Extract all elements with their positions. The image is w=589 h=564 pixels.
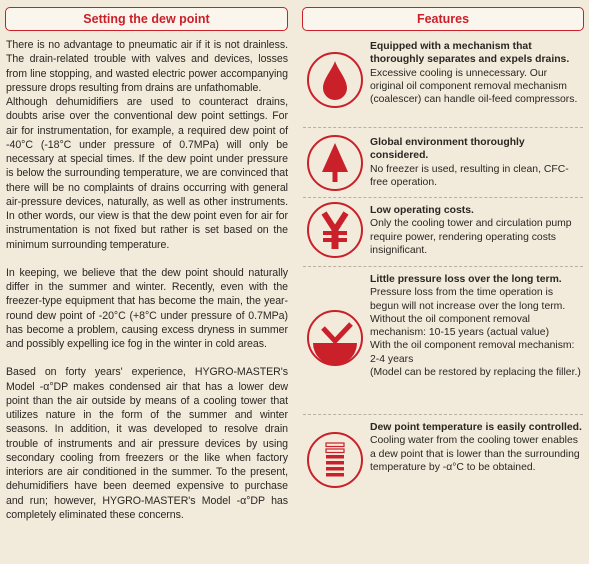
oil-drop-icon bbox=[307, 52, 363, 108]
feature-title: Little pressure loss over the long term. bbox=[370, 274, 562, 285]
pressure-gauge-icon bbox=[307, 310, 363, 366]
feature-divider bbox=[303, 127, 583, 128]
feature-description: Cooling water from the cooling tower enables a dew point that is lower than the surrounding temperature by -α°C to be obtained. bbox=[370, 435, 580, 473]
section-header-dew-point: Setting the dew point bbox=[5, 7, 288, 31]
feature-divider bbox=[303, 266, 583, 267]
thermometer-scale-icon bbox=[307, 432, 363, 488]
tree-icon bbox=[307, 135, 363, 191]
article-paragraph-1: There is no advantage to pneumatic air if it is not drainless. The drain-related trouble with valves and devices, losses from line stopping, and wasted electric power accompanying pressure drops resulting from drains are unfathomable. bbox=[6, 39, 288, 94]
feature-title: Dew point temperature is easily controlled. bbox=[370, 422, 582, 433]
yen-icon bbox=[307, 202, 363, 258]
dew-point-article bbox=[6, 38, 288, 522]
feature-title: Global environment thoroughly considered. bbox=[370, 137, 525, 162]
feature-divider bbox=[303, 414, 583, 415]
feature-description: Pressure loss from the time operation is begun will not increase over the long term. Without the oil component removal mechanism: 10-15 years (actual value) With the oil component removal mechanism: 2-4 years (Model can be restored by replacing the filler.) bbox=[370, 287, 581, 379]
feature-title: Equipped with a mechanism that thoroughly separates and expels drains. bbox=[370, 41, 570, 66]
article-paragraph-3: In keeping, we believe that the dew point should naturally differ in the summer and winter. Recently, even with the freezer-type equipment that has become the main, the year-round dew point of -20°C (+8°C under pressure of 0.7MPa) has become a problem, causing excess dryness in summer and possibly expelling ice fog in the winter in cold areas. bbox=[6, 266, 288, 350]
feature-description: Only the cooling tower and circulation pump require power, rendering operating costs insignificant. bbox=[370, 218, 572, 256]
feature-divider bbox=[303, 197, 583, 198]
feature-title: Low operating costs. bbox=[370, 205, 474, 216]
article-paragraph-2: Although dehumidifiers are used to counteract drains, doubts arise over the conventional dew point settings. For air for instrumentation, for example, a required dew point of -40°C (-18°C under pressure of 0.7MPa) will only be necessary at special times. If the dew point under pressure is below the surrounding temperature, we are convinced that there will be no complaints of drains occurring with general air-pressure devices, naturally, as well as other instruments. In other words, our view is that the dew point even for air for instrumentation is not fixed but rather is set based on the minimum surrounding temperature. bbox=[6, 96, 288, 251]
article-paragraph-4: Based on forty years' experience, HYGRO-MASTER's Model -α°DP makes condensed air that has a lower dew point than the air outside by means of a cooling tower that utilizes nature in the form of the summer and winter seasons. In addition, it was developed to resolve drain trouble of instruments and air pressure devices by using secondary cooling from freezers or the like when factory interiors are air conditioned in the summer. To the present, dehumidifiers have been deemed expensive to purchase and run; however, HYGRO-MASTER's Model -α°DP has completely eliminated these concerns. bbox=[6, 366, 288, 521]
feature-description: No freezer is used, resulting in clean, CFC-free operation. bbox=[370, 163, 569, 188]
feature-description: Excessive cooling is unnecessary. Our original oil component removal mechanism (coalescer) can handle oil-feed compressors. bbox=[370, 67, 578, 106]
section-header-features: Features bbox=[302, 7, 584, 31]
